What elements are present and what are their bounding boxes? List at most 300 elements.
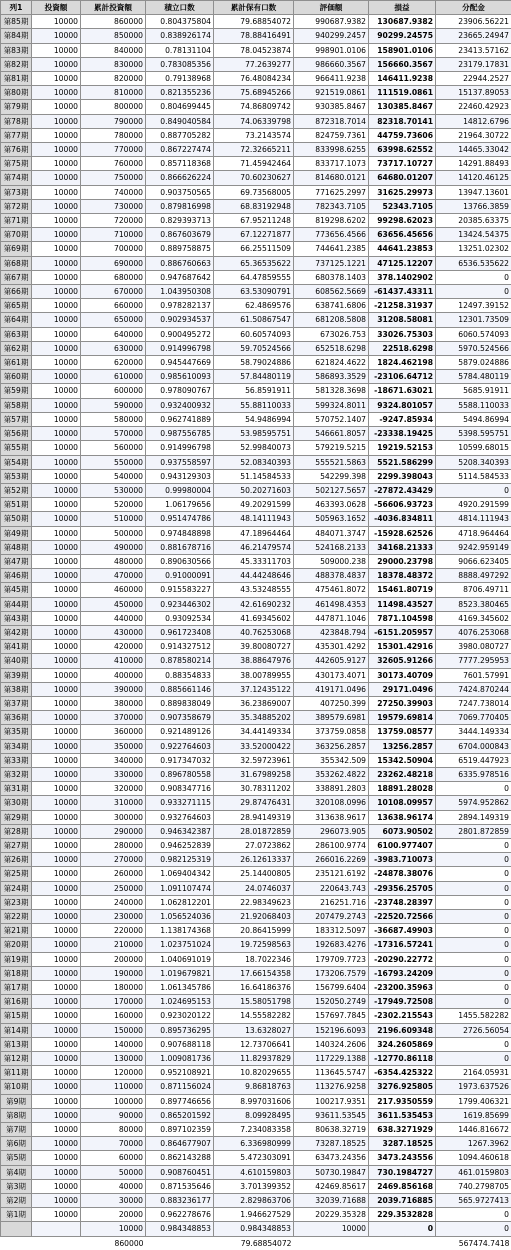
table-cell[interactable]: 0.879816998 — [146, 199, 214, 213]
table-cell[interactable]: 0.914996798 — [146, 341, 214, 355]
table-cell[interactable]: 10000 — [32, 185, 81, 199]
table-cell[interactable]: 10000 — [32, 370, 81, 384]
row-label-cell[interactable]: 第84期 — [1, 29, 32, 43]
row-label-cell[interactable]: 第74期 — [1, 171, 32, 185]
table-cell[interactable]: 10000 — [32, 526, 81, 540]
table-cell[interactable]: 120000 — [81, 1066, 146, 1080]
table-cell[interactable]: 1.069404342 — [146, 867, 214, 881]
table-cell[interactable]: 10000 — [32, 767, 81, 781]
row-label-cell[interactable]: 第73期 — [1, 185, 32, 199]
table-cell[interactable]: 15137.89053 — [436, 86, 511, 100]
table-cell[interactable]: 44641.23853 — [369, 242, 436, 256]
table-cell[interactable]: 447871.1046 — [294, 611, 369, 625]
table-cell[interactable]: 12301.73509 — [436, 313, 511, 327]
table-cell[interactable]: 610000 — [81, 370, 146, 384]
table-cell[interactable]: 25.14400805 — [214, 867, 294, 881]
table-cell[interactable]: 10000 — [32, 668, 81, 682]
table-cell[interactable]: 10000 — [32, 895, 81, 909]
table-cell[interactable]: 338891.2803 — [294, 782, 369, 796]
table-cell[interactable]: 840000 — [81, 43, 146, 57]
table-cell[interactable]: 220643.743 — [294, 881, 369, 895]
row-label-cell[interactable]: 第55期 — [1, 441, 32, 455]
table-cell[interactable]: 710000 — [81, 228, 146, 242]
table-cell[interactable]: 530000 — [81, 483, 146, 497]
table-cell[interactable]: 10000 — [32, 739, 81, 753]
table-cell[interactable]: 940299.2457 — [294, 29, 369, 43]
table-cell[interactable]: 1.043950308 — [146, 285, 214, 299]
table-cell[interactable]: 78.04523874 — [214, 43, 294, 57]
table-cell[interactable]: 850000 — [81, 29, 146, 43]
table-cell[interactable]: 93611.53545 — [294, 1108, 369, 1122]
table-cell[interactable]: 4814.111943 — [436, 512, 511, 526]
table-cell[interactable]: 36.23869007 — [214, 696, 294, 710]
total-cell[interactable] — [146, 1236, 214, 1250]
table-cell[interactable]: 380000 — [81, 696, 146, 710]
table-cell[interactable]: 146411.9238 — [369, 72, 436, 86]
table-cell[interactable]: 1094.460618 — [436, 1151, 511, 1165]
table-cell[interactable]: 10000 — [32, 114, 81, 128]
table-cell[interactable]: 0.908760451 — [146, 1165, 214, 1179]
table-cell[interactable]: 17.66154358 — [214, 966, 294, 980]
table-cell[interactable]: 0.878580214 — [146, 654, 214, 668]
table-cell[interactable]: 400000 — [81, 668, 146, 682]
table-cell[interactable]: 590000 — [81, 398, 146, 412]
table-cell[interactable]: 77.2639277 — [214, 57, 294, 71]
table-cell[interactable]: 286100.9774 — [294, 838, 369, 852]
row-label-cell[interactable]: 第42期 — [1, 625, 32, 639]
row-label-cell[interactable]: 第68期 — [1, 256, 32, 270]
table-cell[interactable]: 0.902934537 — [146, 313, 214, 327]
table-cell[interactable]: 320108.0996 — [294, 796, 369, 810]
table-cell[interactable]: 0.864677907 — [146, 1137, 214, 1151]
table-cell[interactable]: 10000 — [32, 682, 81, 696]
table-cell[interactable]: 1973.637526 — [436, 1080, 511, 1094]
table-cell[interactable]: 520000 — [81, 498, 146, 512]
row-label-cell[interactable]: 第5期 — [1, 1151, 32, 1165]
table-cell[interactable]: 0.804699445 — [146, 100, 214, 114]
table-cell[interactable]: 30173.40709 — [369, 668, 436, 682]
table-cell[interactable]: 921519.0861 — [294, 86, 369, 100]
table-cell[interactable]: 1.023751024 — [146, 938, 214, 952]
table-cell[interactable]: 10000 — [32, 838, 81, 852]
table-cell[interactable]: -2302.215543 — [369, 1009, 436, 1023]
table-cell[interactable]: -12770.86118 — [369, 1052, 436, 1066]
table-cell[interactable]: 34.44149334 — [214, 725, 294, 739]
table-cell[interactable]: 14465.33042 — [436, 143, 511, 157]
total-cell[interactable]: 79.68854072 — [214, 1236, 294, 1250]
table-cell[interactable]: -23200.35963 — [369, 981, 436, 995]
table-cell[interactable]: 0.985610093 — [146, 370, 214, 384]
table-cell[interactable]: 10000 — [32, 157, 81, 171]
table-cell[interactable]: 99298.62023 — [369, 214, 436, 228]
table-cell[interactable]: 32.59723961 — [214, 753, 294, 767]
table-cell[interactable]: 19.72598563 — [214, 938, 294, 952]
table-cell[interactable]: 14120.46125 — [436, 171, 511, 185]
table-cell[interactable]: 0.962278676 — [146, 1208, 214, 1222]
row-label-cell[interactable]: 第76期 — [1, 143, 32, 157]
table-cell[interactable]: 30000 — [81, 1194, 146, 1208]
table-cell[interactable]: 10000 — [32, 512, 81, 526]
row-label-cell[interactable]: 第29期 — [1, 810, 32, 824]
table-cell[interactable]: 475461.8072 — [294, 583, 369, 597]
table-cell[interactable]: 10000 — [32, 498, 81, 512]
table-cell[interactable]: 670000 — [81, 285, 146, 299]
table-cell[interactable]: 46.21479574 — [214, 540, 294, 554]
table-cell[interactable]: 130687.9382 — [369, 15, 436, 29]
row-label-cell[interactable]: 第63期 — [1, 327, 32, 341]
row-label-cell[interactable]: 第56期 — [1, 427, 32, 441]
table-cell[interactable]: 500000 — [81, 526, 146, 540]
table-cell[interactable]: 0 — [436, 285, 511, 299]
column-header[interactable]: 損益 — [369, 1, 436, 15]
table-cell[interactable]: 1.024695153 — [146, 995, 214, 1009]
table-cell[interactable]: 183312.5097 — [294, 924, 369, 938]
table-cell[interactable]: 570752.1407 — [294, 412, 369, 426]
table-cell[interactable]: 10000 — [32, 242, 81, 256]
table-cell[interactable]: 830000 — [81, 57, 146, 71]
table-cell[interactable]: 13638.96174 — [369, 810, 436, 824]
table-cell[interactable]: 6100.977407 — [369, 838, 436, 852]
table-cell[interactable]: 0 — [436, 966, 511, 980]
table-cell[interactable]: 0.984348853 — [214, 1222, 294, 1236]
table-cell[interactable]: 363256.2857 — [294, 739, 369, 753]
table-cell[interactable]: 419171.0496 — [294, 682, 369, 696]
table-cell[interactable]: 43.53248555 — [214, 583, 294, 597]
table-cell[interactable]: 18.7022346 — [214, 952, 294, 966]
table-cell[interactable]: 7069.770405 — [436, 711, 511, 725]
table-cell[interactable]: 10000 — [32, 910, 81, 924]
table-cell[interactable]: 75.68945266 — [214, 86, 294, 100]
table-cell[interactable]: 70.60230627 — [214, 171, 294, 185]
row-label-cell[interactable]: 第27期 — [1, 838, 32, 852]
table-cell[interactable]: 10000 — [32, 1080, 81, 1094]
table-cell[interactable]: 65.36535622 — [214, 256, 294, 270]
table-cell[interactable]: 23262.48218 — [369, 767, 436, 781]
table-cell[interactable]: 20229.35328 — [294, 1208, 369, 1222]
table-cell[interactable]: 67.95211248 — [214, 214, 294, 228]
table-cell[interactable]: 47125.12207 — [369, 256, 436, 270]
table-cell[interactable]: 0 — [436, 938, 511, 952]
table-cell[interactable]: 10000 — [32, 128, 81, 142]
table-cell[interactable]: 0.93092534 — [146, 611, 214, 625]
table-cell[interactable]: 5784.480119 — [436, 370, 511, 384]
total-cell[interactable] — [1, 1236, 32, 1250]
table-cell[interactable]: 0.946252839 — [146, 838, 214, 852]
table-cell[interactable]: 10000 — [32, 924, 81, 938]
table-cell[interactable]: 10000 — [32, 611, 81, 625]
table-cell[interactable]: 524168.2133 — [294, 540, 369, 554]
table-cell[interactable]: 10108.09957 — [369, 796, 436, 810]
table-cell[interactable]: 0.821355236 — [146, 86, 214, 100]
table-cell[interactable]: -4036.834811 — [369, 512, 436, 526]
table-cell[interactable]: 540000 — [81, 469, 146, 483]
row-label-cell[interactable]: 第31期 — [1, 782, 32, 796]
table-cell[interactable]: 12.73706641 — [214, 1037, 294, 1051]
table-cell[interactable]: 10000 — [32, 143, 81, 157]
table-cell[interactable]: 1.946627529 — [214, 1208, 294, 1222]
table-cell[interactable]: 673026.753 — [294, 327, 369, 341]
table-cell[interactable]: 10000 — [32, 654, 81, 668]
table-cell[interactable]: 70000 — [81, 1137, 146, 1151]
table-cell[interactable]: 313638.9617 — [294, 810, 369, 824]
table-cell[interactable]: 570000 — [81, 427, 146, 441]
table-cell[interactable]: 40.76253068 — [214, 625, 294, 639]
table-cell[interactable]: 744641.2385 — [294, 242, 369, 256]
table-cell[interactable]: 410000 — [81, 654, 146, 668]
table-cell[interactable]: 15461.80719 — [369, 583, 436, 597]
table-cell[interactable]: 90299.24575 — [369, 29, 436, 43]
table-cell[interactable]: 10000 — [81, 1222, 146, 1236]
table-cell[interactable]: 0 — [436, 895, 511, 909]
table-cell[interactable]: 810000 — [81, 86, 146, 100]
table-cell[interactable]: 200000 — [81, 952, 146, 966]
table-cell[interactable]: 470000 — [81, 569, 146, 583]
table-cell[interactable]: 450000 — [81, 597, 146, 611]
table-cell[interactable]: 373759.0858 — [294, 725, 369, 739]
table-cell[interactable]: 1267.3962 — [436, 1137, 511, 1151]
table-cell[interactable]: 10000 — [32, 952, 81, 966]
table-cell[interactable]: 599324.8011 — [294, 398, 369, 412]
row-label-cell[interactable]: 第65期 — [1, 299, 32, 313]
table-cell[interactable]: 1.062812201 — [146, 895, 214, 909]
table-cell[interactable]: 10000 — [32, 1137, 81, 1151]
table-cell[interactable]: 10000 — [32, 1094, 81, 1108]
table-cell[interactable]: 152050.2749 — [294, 995, 369, 1009]
table-cell[interactable]: 8523.380465 — [436, 597, 511, 611]
table-cell[interactable]: 10000 — [32, 853, 81, 867]
table-cell[interactable]: 296073.905 — [294, 824, 369, 838]
table-cell[interactable]: -17316.57241 — [369, 938, 436, 952]
table-cell[interactable]: 14291.88493 — [436, 157, 511, 171]
table-cell[interactable]: 652518.6298 — [294, 341, 369, 355]
table-cell[interactable]: 10000 — [32, 725, 81, 739]
table-cell[interactable]: 7.234083358 — [214, 1123, 294, 1137]
row-label-cell[interactable]: 第58期 — [1, 398, 32, 412]
table-cell[interactable]: 22.98349623 — [214, 895, 294, 909]
row-label-cell[interactable]: 第75期 — [1, 157, 32, 171]
table-cell[interactable]: 13.6328027 — [214, 1023, 294, 1037]
table-cell[interactable]: 782343.7105 — [294, 199, 369, 213]
table-cell[interactable]: 0.890630566 — [146, 554, 214, 568]
table-cell[interactable]: 355342.509 — [294, 753, 369, 767]
table-cell[interactable]: -20290.22772 — [369, 952, 436, 966]
table-cell[interactable]: 18891.28028 — [369, 782, 436, 796]
table-cell[interactable]: 10000 — [32, 554, 81, 568]
row-label-cell[interactable]: 第33期 — [1, 753, 32, 767]
table-cell[interactable]: 9324.801057 — [369, 398, 436, 412]
row-label-cell[interactable]: 第35期 — [1, 725, 32, 739]
table-cell[interactable]: 0.921489126 — [146, 725, 214, 739]
table-cell[interactable]: 0.947687642 — [146, 270, 214, 284]
table-cell[interactable]: 19579.69814 — [369, 711, 436, 725]
table-cell[interactable]: 28.01872859 — [214, 824, 294, 838]
table-cell[interactable]: 3444.149334 — [436, 725, 511, 739]
table-cell[interactable]: 10000 — [32, 966, 81, 980]
table-cell[interactable]: 0.907688118 — [146, 1037, 214, 1051]
table-cell[interactable]: 0.889758875 — [146, 242, 214, 256]
table-cell[interactable]: 1.138174368 — [146, 924, 214, 938]
table-cell[interactable]: 110000 — [81, 1080, 146, 1094]
table-cell[interactable]: 15.58051798 — [214, 995, 294, 1009]
table-cell[interactable]: 10000 — [32, 824, 81, 838]
row-label-cell[interactable]: 第6期 — [1, 1137, 32, 1151]
table-cell[interactable]: 63998.62552 — [369, 143, 436, 157]
table-cell[interactable]: 10000 — [32, 43, 81, 57]
table-cell[interactable]: 160000 — [81, 1009, 146, 1023]
table-cell[interactable]: 0.866626224 — [146, 171, 214, 185]
table-cell[interactable]: 638741.6806 — [294, 299, 369, 313]
table-cell[interactable]: 0 — [436, 995, 511, 1009]
table-cell[interactable]: 0.897102359 — [146, 1123, 214, 1137]
table-cell[interactable]: 10000 — [32, 15, 81, 29]
table-cell[interactable]: 1.056524036 — [146, 910, 214, 924]
table-cell[interactable]: 10000 — [32, 228, 81, 242]
table-cell[interactable]: 10000 — [32, 711, 81, 725]
table-cell[interactable]: -27872.43429 — [369, 483, 436, 497]
table-cell[interactable]: 80638.32719 — [294, 1123, 369, 1137]
row-label-cell[interactable]: 第40期 — [1, 654, 32, 668]
table-cell[interactable]: 0.933271115 — [146, 796, 214, 810]
table-cell[interactable]: 6704.000843 — [436, 739, 511, 753]
table-cell[interactable]: -15928.62526 — [369, 526, 436, 540]
table-cell[interactable]: 12497.39152 — [436, 299, 511, 313]
table-cell[interactable]: 10000 — [32, 753, 81, 767]
table-cell[interactable]: 0.897746656 — [146, 1094, 214, 1108]
table-cell[interactable]: 966411.9238 — [294, 72, 369, 86]
table-cell[interactable]: 0.79138968 — [146, 72, 214, 86]
table-cell[interactable]: 156660.3567 — [369, 57, 436, 71]
table-cell[interactable]: -3983.710073 — [369, 853, 436, 867]
row-label-cell[interactable]: 第62期 — [1, 341, 32, 355]
table-cell[interactable]: 11.82937829 — [214, 1052, 294, 1066]
table-cell[interactable]: 0.871156024 — [146, 1080, 214, 1094]
table-cell[interactable]: 0.871535646 — [146, 1179, 214, 1193]
row-label-cell[interactable]: 第14期 — [1, 1023, 32, 1037]
table-cell[interactable]: 74.06339798 — [214, 114, 294, 128]
table-cell[interactable]: 0.962741889 — [146, 412, 214, 426]
table-cell[interactable]: 10000 — [32, 1009, 81, 1023]
table-cell[interactable]: 73.2143574 — [214, 128, 294, 142]
row-label-cell[interactable]: 第85期 — [1, 15, 32, 29]
table-cell[interactable]: 50730.19847 — [294, 1165, 369, 1179]
table-cell[interactable]: 33.52000422 — [214, 739, 294, 753]
table-cell[interactable]: 430173.4071 — [294, 668, 369, 682]
table-cell[interactable]: 0.829393713 — [146, 214, 214, 228]
table-cell[interactable]: 31625.29973 — [369, 185, 436, 199]
table-cell[interactable]: 1455.582282 — [436, 1009, 511, 1023]
table-cell[interactable]: 1.009081736 — [146, 1052, 214, 1066]
table-cell[interactable]: 38.88647976 — [214, 654, 294, 668]
table-cell[interactable]: 640000 — [81, 327, 146, 341]
table-cell[interactable]: 45.33311703 — [214, 554, 294, 568]
table-cell[interactable]: 10000 — [32, 100, 81, 114]
table-cell[interactable]: 158901.0106 — [369, 43, 436, 57]
row-label-cell[interactable]: 第51期 — [1, 498, 32, 512]
table-cell[interactable]: 21.92068403 — [214, 910, 294, 924]
table-cell[interactable]: 170000 — [81, 995, 146, 1009]
table-cell[interactable]: 10000 — [32, 29, 81, 43]
table-cell[interactable]: 10000 — [32, 881, 81, 895]
table-cell[interactable]: 14.55582282 — [214, 1009, 294, 1023]
table-cell[interactable]: 41.69345602 — [214, 611, 294, 625]
table-cell[interactable]: 38.00789955 — [214, 668, 294, 682]
table-cell[interactable]: 737125.1221 — [294, 256, 369, 270]
table-cell[interactable]: 2801.872859 — [436, 824, 511, 838]
row-label-cell[interactable]: 第18期 — [1, 966, 32, 980]
table-cell[interactable]: 27250.39903 — [369, 696, 436, 710]
table-cell[interactable]: 10000 — [32, 1037, 81, 1051]
table-cell[interactable]: 10000 — [294, 1222, 369, 1236]
table-cell[interactable]: 2196.609348 — [369, 1023, 436, 1037]
table-cell[interactable]: 819298.6202 — [294, 214, 369, 228]
table-cell[interactable]: 0.974848898 — [146, 526, 214, 540]
table-cell[interactable]: 74.86809742 — [214, 100, 294, 114]
table-cell[interactable]: 3473.243556 — [369, 1151, 436, 1165]
row-label-cell[interactable]: 第28期 — [1, 824, 32, 838]
row-label-cell[interactable]: 第46期 — [1, 569, 32, 583]
table-cell[interactable]: 32039.71688 — [294, 1194, 369, 1208]
table-cell[interactable]: 39.80080727 — [214, 640, 294, 654]
table-cell[interactable]: 8.09928495 — [214, 1108, 294, 1122]
table-cell[interactable]: 10599.68015 — [436, 441, 511, 455]
row-label-cell[interactable]: 第43期 — [1, 611, 32, 625]
table-cell[interactable]: 0.914996798 — [146, 441, 214, 455]
table-cell[interactable]: -23106.64712 — [369, 370, 436, 384]
table-cell[interactable]: 73717.10727 — [369, 157, 436, 171]
table-cell[interactable]: 8888.497292 — [436, 569, 511, 583]
table-cell[interactable]: 42469.85617 — [294, 1179, 369, 1193]
table-cell[interactable]: 690000 — [81, 256, 146, 270]
table-cell[interactable]: 10000 — [32, 597, 81, 611]
table-cell[interactable]: 0 — [436, 952, 511, 966]
table-cell[interactable]: 5208.340393 — [436, 455, 511, 469]
row-label-cell[interactable]: 第26期 — [1, 853, 32, 867]
table-cell[interactable]: 340000 — [81, 753, 146, 767]
table-cell[interactable]: 20.86415999 — [214, 924, 294, 938]
table-cell[interactable]: 0.987556785 — [146, 427, 214, 441]
row-label-cell[interactable]: 第25期 — [1, 867, 32, 881]
table-cell[interactable]: 229.3532828 — [369, 1208, 436, 1222]
table-cell[interactable]: 4718.964464 — [436, 526, 511, 540]
table-cell[interactable]: 28.94149319 — [214, 810, 294, 824]
table-cell[interactable]: 10000 — [32, 569, 81, 583]
table-cell[interactable]: 0 — [436, 838, 511, 852]
table-cell[interactable]: 990687.9382 — [294, 15, 369, 29]
table-cell[interactable]: 10000 — [32, 938, 81, 952]
table-cell[interactable]: 586893.3529 — [294, 370, 369, 384]
table-cell[interactable]: 207479.2743 — [294, 910, 369, 924]
table-cell[interactable]: 833717.1073 — [294, 157, 369, 171]
table-cell[interactable]: 5588.110033 — [436, 398, 511, 412]
table-cell[interactable]: 1.019679821 — [146, 966, 214, 980]
table-cell[interactable]: 21964.30722 — [436, 128, 511, 142]
table-cell[interactable]: 310000 — [81, 796, 146, 810]
table-cell[interactable]: 52.99840073 — [214, 441, 294, 455]
total-cell[interactable] — [369, 1236, 436, 1250]
table-cell[interactable]: 266016.2269 — [294, 853, 369, 867]
row-label-cell[interactable]: 第83期 — [1, 43, 32, 57]
table-cell[interactable]: 0.862143288 — [146, 1151, 214, 1165]
table-cell[interactable]: 31208.58081 — [369, 313, 436, 327]
row-label-cell[interactable]: 第30期 — [1, 796, 32, 810]
column-header[interactable]: 分配金 — [436, 1, 511, 15]
table-cell[interactable]: 0.867227474 — [146, 143, 214, 157]
table-cell[interactable]: 420000 — [81, 640, 146, 654]
table-cell[interactable]: 13947.13601 — [436, 185, 511, 199]
table-cell[interactable]: 389579.6981 — [294, 711, 369, 725]
table-cell[interactable]: 3980.080727 — [436, 640, 511, 654]
total-cell[interactable]: 860000 — [81, 1236, 146, 1250]
